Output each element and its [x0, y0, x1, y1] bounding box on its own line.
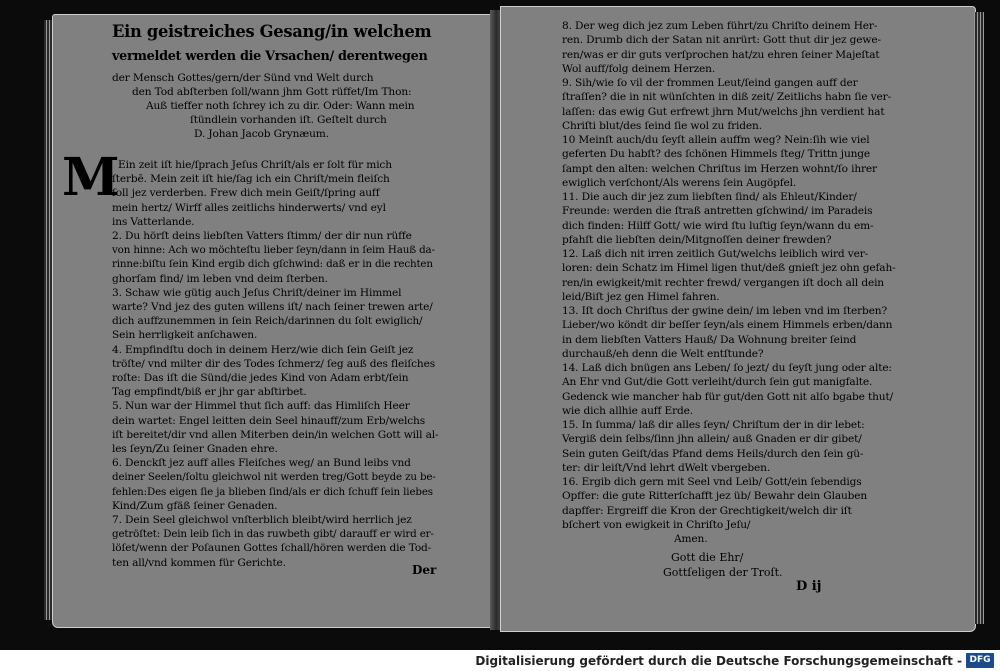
closing-line: Gottſeligen der Troſt.	[663, 566, 783, 579]
verse-line: 7. Dein Seel gleichwol vnſterblich bleibt/wird herrlich jez	[112, 514, 412, 526]
verse-line: Vergiß dein ſelbs/ſinn jhn allein/ auß Gnaden er dir gibet/	[562, 433, 862, 446]
verse-line: ren/was er dir guts verſprochen hat/zu ehren ſeiner Majeſtat	[562, 48, 880, 61]
verse-line: ren. Drumb dich der Satan nit anrürt: Gott thut dir jez gewe-	[562, 34, 881, 47]
verse-line: 10 Meinſt auch/du ſeyſt allein auffm weg? Nein:ſih wie viel	[562, 134, 870, 146]
verse-line: ter: dir leiſt/Vnd lehrt dWelt vbergeben.	[562, 461, 771, 474]
left-page-title: Ein geistreiches Gesang/in welchem	[112, 22, 432, 41]
verse-line: ſoll jez verderben. Frew dich mein Geiſt/ſpring auff	[112, 187, 380, 200]
verse-line: dein wartet: Engel leitten dein Seel hinauff/zum Erb/welchs	[112, 414, 425, 427]
heading-line: Auß tieffer noth ſchrey ich zu dir. Oder: Wann mein	[146, 100, 415, 112]
verse-line: ren/in ewigkeit/mit rechter frewd/ vergangen iſt doch all dein	[562, 276, 884, 289]
verse-line: loren: dein Schatz im Himel ligen thut/deß gnieſt jez ohn gefah-	[562, 262, 896, 275]
verse-line: 2. Du hörſt deins liebſten Vatters ſtimm/ der dir nun rüffe	[112, 230, 412, 242]
verse-line: ghorſam find/ im leben vnd deim ſterben.	[112, 272, 328, 285]
verse-line: von hinne: Ach wo möchteſtu lieber ſeyn/dann in ſeim Hauß da-	[112, 244, 435, 257]
verse-line: Tag empfindt/biß er jhr gar abſtirbet.	[112, 386, 307, 399]
verse-line: wie dich allhie auff Erde.	[562, 404, 693, 417]
verse-line: les ſeyn/Zu ſeiner Gnaden ehre.	[112, 443, 278, 455]
verse-line: 15. In ſumma/ laß dir alles ſeyn/ Chriſtum der in dir lebet:	[562, 419, 865, 431]
verse-line: Lieber/wo köndt dir beſſer ſeyn/als einem Himmels erben/dann	[562, 319, 893, 332]
closing-line: Gott die Ehr/	[671, 551, 744, 564]
verse-line: Sein guten Geiſt/das Pfand dems Heils/durch den ſein gü-	[562, 447, 864, 460]
verse-line: Gedenck wie mancher hab für gut/den Gott nit alſo bgabe thut/	[562, 390, 893, 403]
verse-line: 11. Die auch dir jez zum liebſten ſind/ als Ehleut/Kinder/	[562, 191, 857, 203]
verse-line: ſampt den alten: welchen Chriſtus im Herzen wohnt/ſo ihrer	[562, 162, 877, 175]
verse-line: iſt bereitet/dir vnd allen Miterben dein/in welchen Gott will al-	[112, 428, 439, 441]
verse-line: ſtraſſen? die in nit wünſchten in diß zeit/ Zeitlichs habn ſie ver-	[562, 91, 892, 104]
verse-line: tröſte/ vnd milter dir des Todes ſchmerz/ ſeg auß des fleiſches	[112, 357, 436, 370]
verse-line: ſterbē. Mein zeit iſt hie/ſag ich ein Chriſt/mein fleiſch	[112, 173, 390, 186]
verse-line: 16. Ergib dich gern mit Seel vnd Leib/ Gott/ein ſebendigs	[562, 476, 862, 488]
verse-line: Opffer: die gute Ritterſchafft jez üb/ Bewahr dein Glauben	[562, 490, 868, 503]
verse-line: dich auffzunemmen in ſein Reich/darinnen du ſolt ewiglich/	[112, 315, 423, 328]
verse-line: in dem liebſten Vatters Hauß/ Da Wohnung breiter ſeind	[562, 333, 857, 346]
verse-line: 9. Sih/wie ſo vil der frommen Leut/ſeind gangen auff der	[562, 77, 858, 89]
verse-line: mein hertz/ Wirff alles zeitlichs hinderwerts/ vnd eyl	[112, 201, 386, 214]
verse-line: Chriſti blut/des ſeind ſie wol zu friden.	[562, 119, 762, 132]
page-signature: D ij	[796, 579, 822, 594]
heading-line: ſtündlein vorhanden iſt. Geſtelt durch	[190, 114, 387, 126]
funding-notice: Digitalisierung gefördert durch die Deutsche Forschungsgemeinschaft -	[475, 654, 962, 668]
verse-line: 5. Nun war der Himmel thut ſich auff: das Himliſch Heer	[112, 400, 410, 413]
verse-line: ten all/vnd kommen für Gerichte.	[112, 556, 286, 569]
right-page-edge	[974, 12, 984, 624]
verse-line: 4. Empfindſtu doch in deinem Herz/wie dich ſein Geiſt jez	[112, 343, 414, 356]
verse-line: dich finden: Hilff Gott/ wie wird ſtu luſtig ſeyn/wann du em-	[562, 219, 874, 232]
verse-line: Freunde: werden die ſtraß antretten gſchwind/ im Paradeis	[562, 205, 873, 218]
verse-line: 8. Der weg dich jez zum Leben führt/zu Chriſto deinem Her-	[562, 20, 878, 32]
left-page-edge	[44, 20, 52, 620]
verse-line: 14. Laß dich bnügen ans Leben/ ſo jezt/ du ſeyſt jung oder alte:	[562, 362, 892, 374]
verse-line: warte? Vnd jez des guten willens iſt/ nach ſeiner trewen arte/	[112, 301, 433, 313]
verse-line: 6. Denckſt jez auff alles Fleiſches weg/ an Bund leibs vnd	[112, 457, 411, 470]
verse-line: getröſtet: Dein leib ſich in das ruwbeth gibt/ darauff er wird er-	[112, 528, 434, 541]
verse-line: löſet/wenn der Poſaunen Gottes ſchall/hören werden die Tod-	[112, 542, 432, 555]
verse-line: roſte: Das iſt die Sünd/die jedes Kind von Adam erbt/ſein	[112, 372, 409, 384]
verse-line: rinne:biſtu ſein Kind ergib dich gſchwind: daß er in die rechten	[112, 258, 433, 271]
verse-line: geferten Du habſt? des ſchönen Himmels ſteg/ Trittn junge	[562, 148, 871, 161]
heading-line: D. Johan Jacob Grynæum.	[194, 128, 329, 140]
heading-line: der Mensch Gottes/gern/der Sünd vnd Welt durch	[112, 72, 374, 84]
verse-line: 3. Schaw wie gütig auch Jeſus Chriſt/deiner im Himmel	[112, 286, 402, 299]
verse-line: pfahſt die liebſten dein/Mitgnoſſen deiner frewden?	[562, 233, 832, 246]
verse-line: deiner Seelen/ſoltu gleichwol nit werden treg/Gott beyde zu be-	[112, 471, 436, 484]
dropcap-letter: M	[62, 147, 120, 208]
verse-line: Sein herrligkeit anſchawen.	[112, 329, 258, 342]
verse-line: An Ehr vnd Gut/die Gott verleiht/durch ſein gut manigfalte.	[562, 376, 873, 389]
left-page-catchword: Der	[412, 563, 437, 577]
verse-line: durchauß/eh denn die Welt entſtunde?	[562, 347, 764, 360]
verse-line: ins Vatterlande.	[112, 215, 195, 228]
verse-line: ewiglich verſchont/Als werens ſein Augöpfel.	[562, 176, 797, 189]
footer-bar	[0, 650, 1000, 671]
heading-line: den Tod abſterben ſoll/wann jhm Gott rüffet/Im Thon:	[132, 86, 412, 98]
left-page-subtitle: vermeldet werden die Vrsachen/ derentwegen	[112, 49, 428, 64]
verse-line: Ein zeit iſt hie/ſprach Jeſus Chriſt/als er ſolt für mich	[118, 159, 392, 171]
verse-line: 12. Laß dich nit irren zeitlich Gut/welchs leiblich wird ver-	[562, 248, 869, 260]
verse-line: leid/Biſt jez gen Himel fahren.	[562, 290, 720, 303]
verse-line: bſchert von ewigkeit in Chriſto Jeſu/	[562, 518, 751, 531]
verse-line: 13. Iſt doch Chriſtus der gwine dein/ im leben vnd im ſterben?	[562, 305, 888, 317]
verse-line: Kind/Zum gfäß ſeiner Genaden.	[112, 499, 278, 512]
verse-line: Wol auff/folg deinem Herzen.	[562, 62, 716, 75]
verse-line: dapffer: Ergreiff die Kron der Grechtigkeit/welch dir iſt	[562, 504, 852, 517]
verse-line: Amen.	[674, 533, 708, 545]
verse-line: fehlen:Des eigen ſie ja blieben ſind/als er dich ſchuff ſein liebes	[112, 485, 433, 498]
verse-line: laſſen: das ewig Gut erfrewt jhrn Mut/welchs jhn verdient hat	[562, 105, 885, 118]
dfg-logo: DFG	[966, 653, 994, 668]
